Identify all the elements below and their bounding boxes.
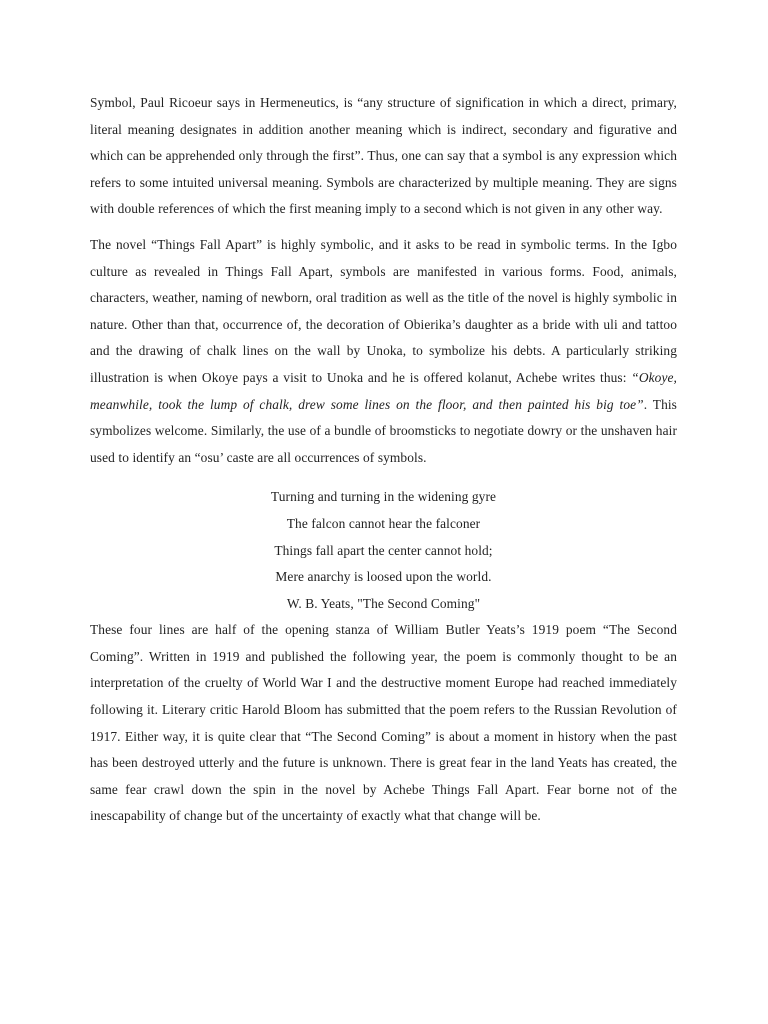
poem-line-2: The falcon cannot hear the falconer [286, 515, 481, 531]
document-page [90, 90, 677, 830]
poem-line-1: Turning and turning in the widening gyre [270, 489, 497, 505]
poem-block [90, 484, 677, 617]
poem-line-3: Things fall apart the center cannot hold; [274, 542, 493, 558]
paragraph-novel-symbolism [90, 232, 677, 471]
paragraph-symbol-definition: Symbol, Paul Ricoeur says in Hermeneutics, is “any structure of signification in which a direct, primary, literal meaning designates in addition another meaning which is indirect, secondary and figurative and which can be apprehended only through the first”. Thus, one can say that a symbol is any expression which refers to some intuited universal meaning. Symbols are characterized by multiple meaning. They are signs with double references of which the first meaning imply to a second which is not given in any other way. [90, 95, 677, 217]
paragraph-novel-symbolism-text-start: The novel “Things Fall Apart” is highly symbolic, and it asks to be read in symbolic terms. In the Igbo culture as revealed in Things Fall Apart, symbols are manifested in various forms. Food, animals, characters, weather, naming of newborn, oral tradition as well as the title of the novel is highly symbolic in nature. Other than that, occurrence of, the decoration of Obierika’s daughter as a bride with uli and tattoo and the drawing of chalk lines on the wall by Unoka, to symbolize his debts. A particularly striking illustration is when Okoye pays a visit to Unoka and he is offered kolanut, Achebe writes thus: [90, 236, 677, 385]
paragraph-yeats-analysis: These four lines are half of the opening stanza of William Butler Yeats’s 1919 poem “The Second Coming”. Written in 1919 and published the following year, the poem is commonly thought to be an interpretation of the cruelty of World War I and the destructive moment Europe had reached immediately following it. Literary critic Harold Bloom has submitted that the poem refers to the Russian Revolution of 1917. Either way, it is quite clear that “The Second Coming” is about a moment in history when the past has been destroyed utterly and the future is unknown. There is great fear in the land Yeats has created, the same fear crawl down the spin in the novel by Achebe Things Fall Apart. Fear borne not of the inescapability of change but of the uncertainty of exactly what that change will be. [90, 622, 677, 824]
poem-attribution: W. B. Yeats, "The Second Coming" [286, 595, 481, 611]
achebe-quote: “Okoye, meanwhile, took the lump of chalk, drew some lines on the floor, and then painted his big toe” [90, 369, 677, 412]
poem-line-4: Mere anarchy is loosed upon the world. [275, 569, 492, 585]
paragraph-novel-symbolism-text-end: . This symbolizes welcome. Similarly, the use of a bundle of broomsticks to negotiate dowry or the unshaven hair used to identify an “osu’ caste are all occurrences of symbols. [90, 396, 677, 465]
